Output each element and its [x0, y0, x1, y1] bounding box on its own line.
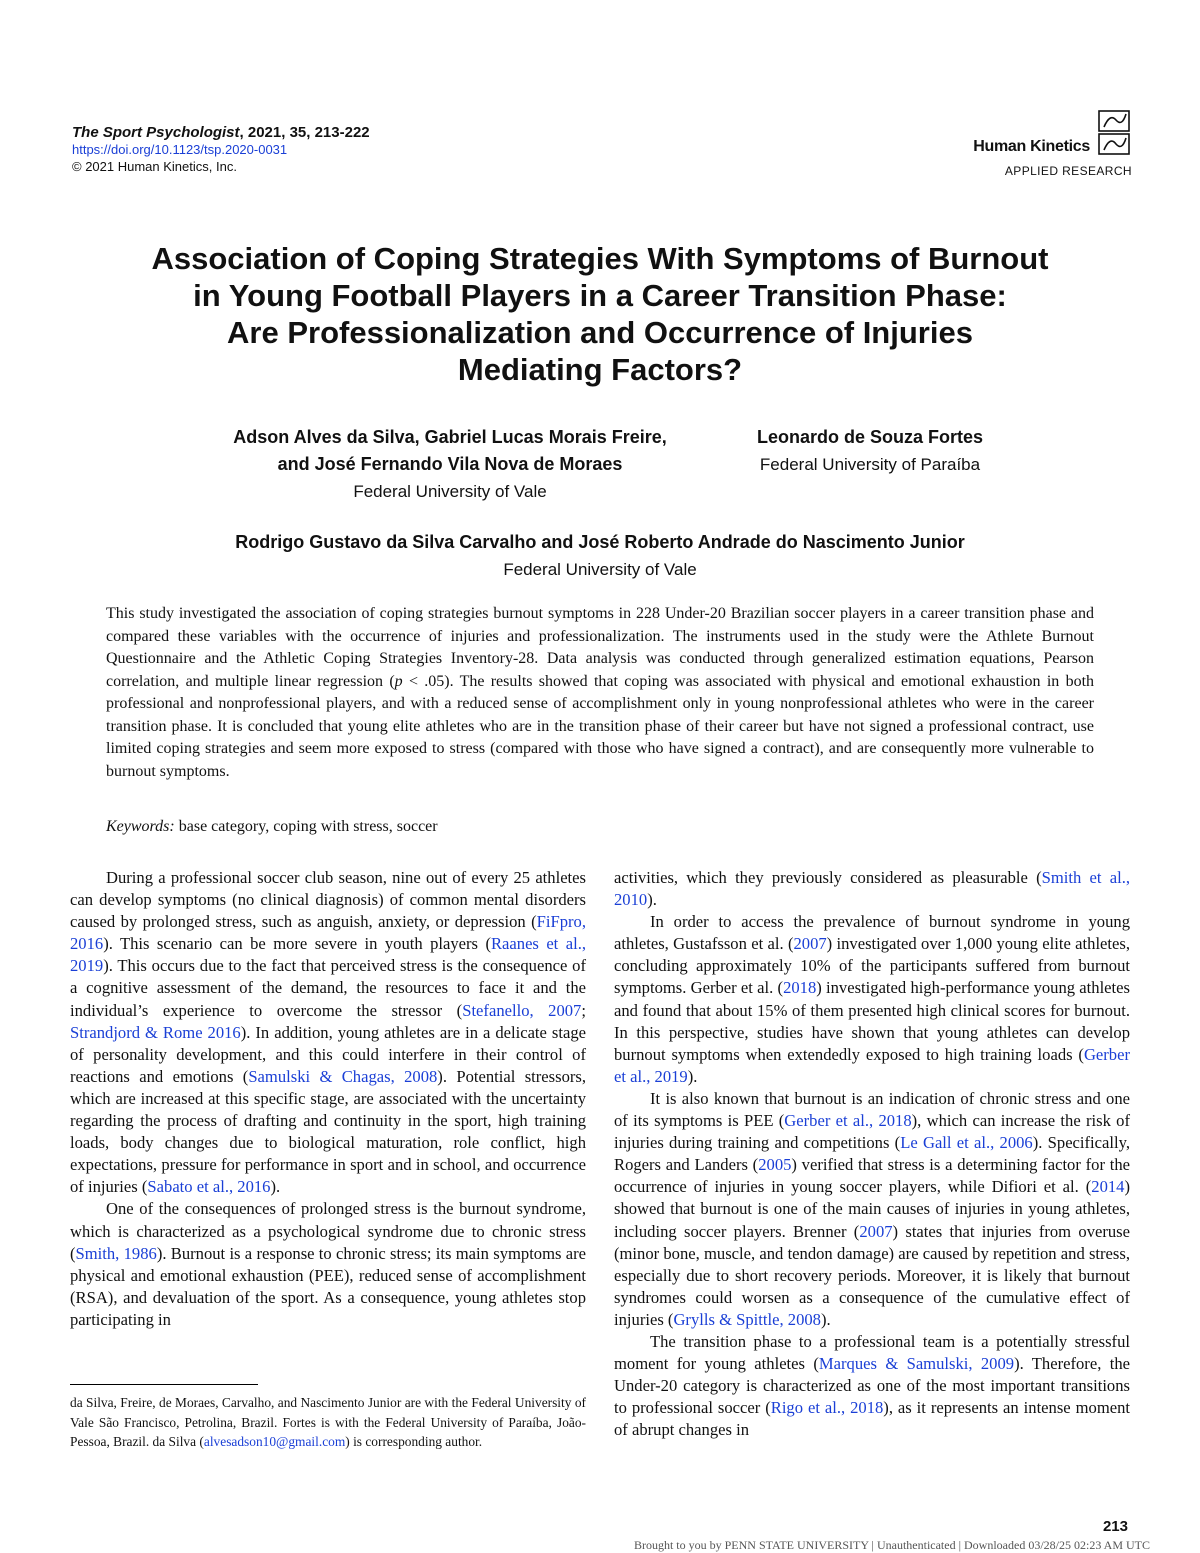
keywords-text: base category, coping with stress, soccer	[174, 818, 438, 835]
citation-link[interactable]: Smith, 1986	[75, 1243, 157, 1263]
paragraph: One of the consequences of prolonged stress is the burnout syndrome, which is characterized as a psychological syndrome due to chronic stress (Smith, 1986). Burnout is a response to chronic stress; its main symptoms are physical and emotional exhaustion (PEE), reduced sense of accomplishment (RSA), and devaluation of the sport. As a consequence, young athletes stop participating in	[70, 1199, 587, 1329]
keywords-label: Keywords:	[106, 818, 175, 835]
citation-link[interactable]: Strandjord & Rome 2016	[70, 1022, 241, 1042]
journal-details: , 2021, 35, 213-222	[239, 124, 370, 141]
citation-link[interactable]: Gerber et al., 2018	[784, 1111, 912, 1131]
author-group-3	[60, 529, 1140, 583]
download-note: Brought to you by PENN STATE UNIVERSITY | Unauthenticated | Downloaded 03/28/25 02:23 AM UTC	[633, 1538, 1150, 1552]
author-names: Adson Alves da Silva, Gabriel Lucas Morais Freire,	[233, 427, 667, 447]
journal-header	[72, 124, 370, 175]
author-affiliation: Federal University of Paraíba	[759, 455, 981, 474]
article-title	[60, 240, 1140, 388]
paragraph: During a professional soccer club season, nine out of every 25 athletes can develop symptoms (no clinical diagnosis) of common mental disorders caused by prolonged stress, such as anguish, anxiety, or depression (FiFpro, 2016). This scenario can be more severe in youth players (Raanes et al., 2019). This occurs due to the fact that perceived stress is the consequence of a cognitive assessment of the demand, the resources to face it and the individual’s experience to overcome the stressor (Stefanello, 2007; Strandjord & Rome 2016). In addition, young athletes are in a delicate stage of personality development, and this could interfere in their control of reactions and emotions (Samulski & Chagas, 2008). Potential stressors, which are increased at this specific stage, are associated with the uncertainty regarding the process of drafting and continuity in the sport, high training loads, body changes due to biological maturation, role conflict, high expectations, pressure for performance in sport and in school, and occurrence of injuries (Sabato et al., 2016).	[70, 868, 586, 1197]
doi-link[interactable]: https://doi.org/10.1123/tsp.2020-0031	[72, 142, 288, 157]
citation-link[interactable]: Sabato et al., 2016	[147, 1177, 271, 1197]
citation-link[interactable]: Grylls & Spittle, 2008	[673, 1309, 821, 1329]
citation-link[interactable]: Le Gall et al., 2006	[900, 1133, 1033, 1153]
publisher-name: Human Kinetics	[973, 138, 1090, 155]
body-column-right	[614, 867, 1130, 1441]
page-number: 213	[1102, 1518, 1128, 1535]
title-line: Mediating Factors?	[457, 352, 743, 387]
citation-link[interactable]: 2018	[783, 978, 817, 998]
section-label: APPLIED RESEARCH	[1004, 164, 1132, 178]
human-kinetics-logo-icon	[1096, 108, 1132, 158]
author-group-2	[730, 424, 1010, 478]
footnote: da Silva, Freire, de Moraes, Carvalho, and Nascimento Junior are with the Federal University of Vale São Francisco, Petrolina, Brazil. Fortes is with the Federal University of Paraíba, João-Pessoa, Brazil. da Silva (alvesadson10@gmail.com) is corresponding author.	[70, 1395, 586, 1449]
author-names: Leonardo de Souza Fortes	[756, 427, 984, 447]
paragraph: activities, which they previously considered as pleasurable (Smith et al., 2010).	[614, 868, 1131, 910]
author-group-1	[170, 424, 730, 505]
abstract-text: This study investigated the association of coping strategies burnout symptoms in 228 Under-20 Brazilian soccer players in a career transition phase and compared these variables with the occurrence of injuries and professionalization. The instruments used in the study were the Athlete Burnout Questionnaire and the Athletic Coping Strategies Inventory-28. Data analysis was conducted through generalized estimation equations, Pearson correlation, and multiple linear regression (	[106, 605, 1094, 690]
citation-link[interactable]: Smith et al., 2010	[614, 868, 1131, 910]
author-affiliation: Federal University of Vale	[503, 560, 697, 579]
abstract	[106, 603, 1094, 783]
footnote-rule	[70, 1384, 258, 1385]
citation-link[interactable]: Raanes et al., 2019	[70, 934, 586, 976]
paragraph: It is also known that burnout is an indication of chronic stress and one of its symptoms is PEE (Gerber et al., 2018), which can increase the risk of injuries during training and competitions (Le Gall et al., 2006). Specifically, Rogers and Landers (2005) verified that stress is a determining factor for the occurrence of injuries in young soccer players, while Difiori et al. (2014) showed that burnout is one of the main causes of injuries in young athletes, including soccer players. Brenner (2007) states that injuries from overuse (minor bone, muscle, and tendon damage) are caused by repetition and stress, especially due to short recovery periods. Moreover, it is likely that burnout syndromes could worsen as a consequence of the cumulative effect of injuries (Grylls & Spittle, 2008).	[614, 1088, 1131, 1329]
copyright: © 2021 Human Kinetics, Inc.	[72, 159, 237, 174]
author-names: Rodrigo Gustavo da Silva Carvalho and José Roberto Andrade do Nascimento Junior	[235, 532, 965, 552]
title-line: in Young Football Players in a Career Transition Phase:	[193, 278, 1007, 313]
body-column-left	[70, 867, 586, 1331]
citation-link[interactable]: 2007	[793, 934, 827, 954]
citation-link[interactable]: 2005	[758, 1155, 792, 1175]
abstract-text: < .05). The results showed that coping was associated with physical and emotional exhaustion in both professional and nonprofessional players, and with a reduced sense of accomplishment only in young nonprofessional athletes who were in the career transition phase. It is concluded that young elite athletes who are in the transition phase of their career but have not signed a professional contract, use limited coping strategies and seem more exposed to stress (compared with those who have signed a contract), and are consequently more vulnerable to burnout symptoms.	[106, 672, 1095, 780]
author-names: and José Fernando Vila Nova de Moraes	[277, 454, 623, 474]
p-symbol: p	[394, 672, 403, 690]
citation-link[interactable]: Marques & Samulski, 2009	[818, 1354, 1015, 1374]
paragraph: In order to access the prevalence of burnout syndrome in young athletes, Gustafsson et al. (2007) investigated over 1,000 young elite athletes, concluding approximately 10% of the participants suffered from burnout symptoms. Gerber et al. (2018) investigated high-performance young athletes and found that about 15% of them presented high clinical scores for burnout. In this perspective, studies have shown that young athletes can develop burnout symptoms when extendedly exposed to high training loads (Gerber et al., 2019).	[614, 912, 1130, 1086]
citation-link[interactable]: Rigo et al., 2018	[770, 1398, 884, 1418]
email-link[interactable]: alvesadson10@gmail.com	[203, 1434, 346, 1449]
citation-link[interactable]: 2014	[1091, 1177, 1125, 1197]
citation-link[interactable]: Samulski & Chagas, 2008	[248, 1066, 438, 1086]
author-affiliation: Federal University of Vale	[353, 482, 547, 501]
journal-citation	[72, 124, 370, 141]
journal-name: The Sport Psychologist	[72, 124, 240, 141]
keywords	[106, 816, 438, 838]
paragraph: The transition phase to a professional team is a potentially stressful moment for young athletes (Marques & Samulski, 2009). Therefore, the Under-20 category is characterized as one of the most important transitions to professional soccer (Rigo et al., 2018), as it represents an intense moment of abrupt changes in	[614, 1331, 1130, 1440]
citation-link[interactable]: 2007	[859, 1221, 893, 1241]
title-line: Are Professionalization and Occurrence of Injuries	[227, 315, 973, 350]
publisher-block	[912, 108, 1132, 178]
title-line: Association of Coping Strategies With Symptoms of Burnout	[151, 241, 1049, 276]
citation-link[interactable]: FiFpro, 2016	[70, 912, 586, 954]
citation-link[interactable]: Stefanello, 2007	[462, 1000, 582, 1020]
citation-link[interactable]: Gerber et al., 2019	[614, 1044, 1130, 1086]
